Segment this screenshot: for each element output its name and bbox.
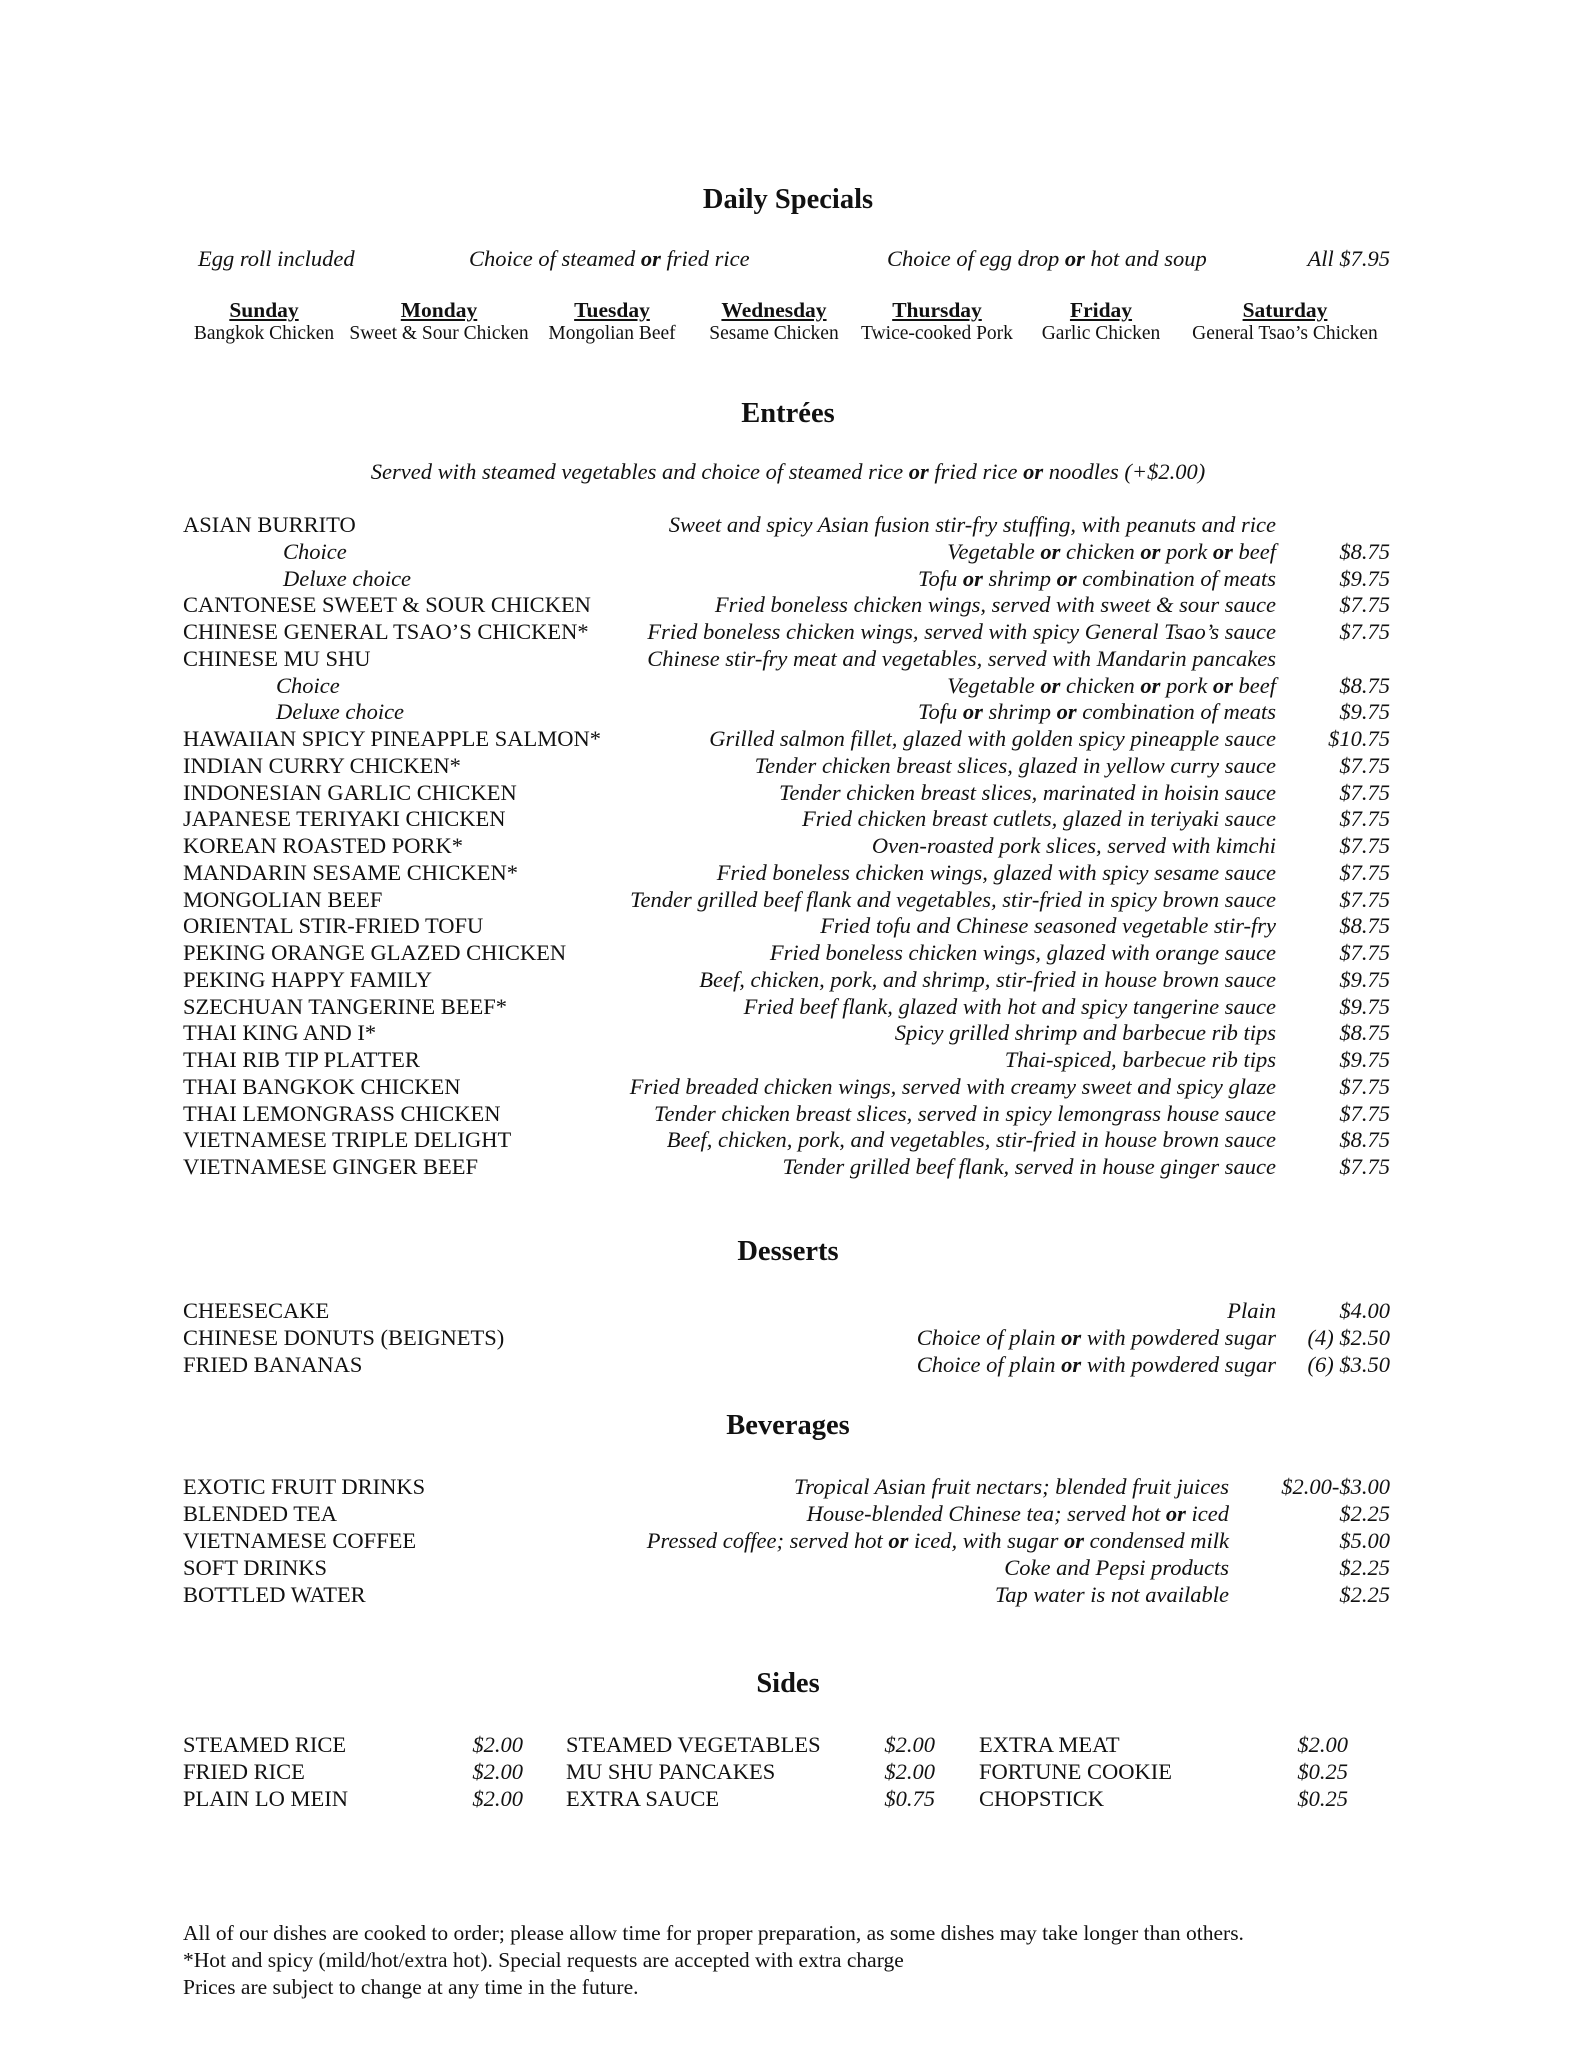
entree-price: $7.75 [1339, 859, 1390, 885]
entree-price: $8.75 [1339, 672, 1390, 698]
side-item-price: $2.00 [472, 1732, 523, 1757]
entree-name: THAI KING AND I* [183, 1020, 377, 1046]
entree-price: $8.75 [1339, 538, 1390, 564]
special-day-name: Saturday [1242, 298, 1328, 322]
entree-price: $8.75 [1339, 1127, 1390, 1153]
entrees-subtitle: Served with steamed vegetables and choice of steamed rice or fried rice or noodles (+$2.00) [370, 459, 1206, 484]
entree-row [0, 1154, 1576, 1181]
beverage-name: BOTTLED WATER [183, 1582, 366, 1607]
entree-row [0, 673, 1576, 700]
specials-price: All $7.95 [1307, 246, 1390, 271]
entree-row [0, 967, 1576, 994]
sides-heading: Sides [756, 1668, 820, 1699]
side-item-price: $2.00 [472, 1759, 523, 1784]
entree-price: $7.75 [1339, 592, 1390, 618]
entree-name: SZECHUAN TANGERINE BEEF* [183, 993, 508, 1019]
desserts-heading: Desserts [737, 1236, 839, 1267]
entree-row [0, 646, 1576, 673]
entree-price: $9.75 [1339, 1047, 1390, 1072]
entree-description: Tofu or shrimp or combination of meats [918, 565, 1276, 591]
entree-price: $7.75 [1339, 1073, 1390, 1099]
entree-name: ASIAN BURRITO [183, 512, 356, 537]
side-item-name: PLAIN LO MEIN [183, 1786, 348, 1811]
dessert-price: $4.00 [1339, 1298, 1390, 1323]
entree-description: Chinese stir-fry meat and vegetables, served with Mandarin pancakes [647, 645, 1276, 671]
beverage-price: $2.25 [1339, 1582, 1390, 1607]
beverage-description: Tap water is not available [994, 1582, 1229, 1607]
footer-note-hot-and-spicy: *Hot and spicy (mild/hot/extra hot). Special requests are accepted with extra charge [183, 1948, 904, 1972]
dessert-description: Plain [1227, 1298, 1276, 1323]
side-item-price: $0.25 [1297, 1786, 1348, 1811]
beverage-description: House-blended Chinese tea; served hot or iced [806, 1501, 1229, 1526]
entree-name: Deluxe choice [283, 565, 412, 591]
entree-name: Choice [276, 672, 340, 698]
entree-price: $8.75 [1339, 1020, 1390, 1046]
entree-name: KOREAN ROASTED PORK* [183, 833, 464, 858]
entree-description: Tofu or shrimp or combination of meats [918, 699, 1276, 725]
beverage-name: EXOTIC FRUIT DRINKS [183, 1474, 426, 1499]
beverage-name: SOFT DRINKS [183, 1555, 327, 1580]
side-item-name: STEAMED VEGETABLES [566, 1732, 821, 1757]
entree-description: Fried chicken breast cutlets, glazed in teriyaki sauce [801, 806, 1276, 832]
side-item-name: FRIED RICE [183, 1759, 305, 1784]
entree-description: Sweet and spicy Asian fusion stir-fry stuffing, with peanuts and rice [668, 512, 1276, 537]
entree-description: Fried boneless chicken wings, glazed with spicy sesame sauce [716, 859, 1276, 885]
special-day-name: Monday [400, 298, 478, 322]
rice-choice-note: Choice of steamed or fried rice [469, 246, 750, 271]
entree-name: PEKING ORANGE GLAZED CHICKEN [183, 940, 567, 965]
side-item-name: FORTUNE COOKIE [979, 1759, 1173, 1784]
dessert-description: Choice of plain or with powdered sugar [916, 1325, 1276, 1350]
entree-price: $7.75 [1339, 1154, 1390, 1179]
entree-row [0, 860, 1576, 887]
beverage-description: Coke and Pepsi products [1004, 1555, 1229, 1580]
special-day-dish: Sesame Chicken [709, 323, 839, 344]
entree-row [0, 1127, 1576, 1154]
beverage-name: BLENDED TEA [183, 1501, 337, 1526]
entree-row [0, 913, 1576, 940]
side-item-name: STEAMED RICE [183, 1732, 347, 1757]
special-day-0 [164, 298, 364, 345]
entree-name: THAI BANGKOK CHICKEN [183, 1073, 461, 1099]
beverage-price: $2.00-$3.00 [1281, 1474, 1390, 1499]
special-day-dish: Twice-cooked Pork [861, 323, 1013, 344]
side-item-price: $0.25 [1297, 1759, 1348, 1784]
beverage-row [0, 1582, 1576, 1609]
entree-row [0, 1047, 1576, 1074]
entree-name: VIETNAMESE GINGER BEEF [183, 1154, 478, 1179]
beverage-description: Pressed coffee; served hot or iced, with sugar or condensed milk [646, 1528, 1229, 1553]
special-day-dish: Sweet & Sour Chicken [349, 323, 529, 344]
footer-note-cooked-to-order: All of our dishes are cooked to order; please allow time for proper preparation, as some dishes may take longer than others. [183, 1921, 1244, 1945]
entree-price: $9.75 [1339, 699, 1390, 725]
side-item-name: CHOPSTICK [979, 1786, 1105, 1811]
entree-description: Fried boneless chicken wings, served with spicy General Tsao’s sauce [647, 619, 1276, 644]
entree-description: Fried tofu and Chinese seasoned vegetable stir-fry [820, 913, 1276, 939]
beverage-row [0, 1474, 1576, 1501]
special-day-name: Sunday [229, 298, 299, 322]
beverage-row [0, 1528, 1576, 1555]
special-day-5 [1001, 298, 1201, 345]
entree-price: $8.75 [1339, 913, 1390, 939]
entree-name: INDIAN CURRY CHICKEN* [183, 752, 461, 778]
entree-description: Fried breaded chicken wings, served with creamy sweet and spicy glaze [629, 1073, 1276, 1099]
entree-name: CANTONESE SWEET & SOUR CHICKEN [183, 592, 591, 618]
special-day-name: Thursday [892, 298, 982, 322]
dessert-name: FRIED BANANAS [183, 1352, 363, 1377]
entree-row [0, 806, 1576, 833]
special-day-1 [339, 298, 539, 345]
beverage-description: Tropical Asian fruit nectars; blended fruit juices [794, 1474, 1229, 1499]
entree-price: $10.75 [1328, 726, 1390, 751]
entree-price: $9.75 [1339, 966, 1390, 992]
entree-row [0, 592, 1576, 619]
side-item-price: $2.00 [884, 1759, 935, 1784]
special-day-6 [1185, 298, 1385, 345]
entree-row [0, 887, 1576, 914]
dessert-row [0, 1298, 1576, 1325]
entree-description: Tender chicken breast slices, glazed in yellow curry sauce [754, 752, 1276, 778]
dessert-name: CHINESE DONUTS (BEIGNETS) [183, 1325, 505, 1350]
entree-description: Vegetable or chicken or pork or beef [947, 672, 1276, 698]
dessert-row [0, 1325, 1576, 1352]
beverages-heading: Beverages [726, 1410, 850, 1441]
entree-name: INDONESIAN GARLIC CHICKEN [183, 779, 517, 805]
entree-description: Beef, chicken, pork, and vegetables, stir-fried in house brown sauce [666, 1127, 1276, 1153]
entree-description: Oven-roasted pork slices, served with kimchi [871, 833, 1276, 858]
entree-row [0, 512, 1576, 539]
side-item-price: $2.00 [1297, 1732, 1348, 1757]
entree-row [0, 833, 1576, 860]
entree-row [0, 753, 1576, 780]
entree-row [0, 1020, 1576, 1047]
entree-description: Tender chicken breast slices, marinated in hoisin sauce [778, 779, 1276, 805]
entree-name: CHINESE MU SHU [183, 645, 371, 671]
beverage-row [0, 1555, 1576, 1582]
entree-row [0, 699, 1576, 726]
entree-row [0, 1101, 1576, 1128]
special-day-dish: Bangkok Chicken [193, 323, 335, 344]
entree-description: Tender chicken breast slices, served in spicy lemongrass house sauce [654, 1100, 1276, 1126]
side-item-name: EXTRA SAUCE [566, 1786, 720, 1811]
side-item-price: $2.00 [884, 1732, 935, 1757]
entree-description: Thai-spiced, barbecue rib tips [1004, 1047, 1276, 1072]
beverage-price: $5.00 [1339, 1528, 1390, 1553]
dessert-price: (4) $2.50 [1307, 1325, 1390, 1350]
entree-name: Deluxe choice [276, 699, 405, 725]
entree-row [0, 566, 1576, 593]
entree-description: Fried beef flank, glazed with hot and spicy tangerine sauce [743, 993, 1276, 1019]
entree-description: Vegetable or chicken or pork or beef [947, 538, 1276, 564]
side-item-name: MU SHU PANCAKES [566, 1759, 776, 1784]
entree-price: $9.75 [1339, 565, 1390, 591]
special-day-dish: Mongolian Beef [548, 323, 676, 344]
entree-description: Fried boneless chicken wings, glazed with orange sauce [769, 940, 1276, 965]
dessert-row [0, 1352, 1576, 1379]
entree-price: $7.75 [1339, 886, 1390, 912]
soup-choice-note: Choice of egg drop or hot and soup [887, 246, 1207, 271]
entree-name: VIETNAMESE TRIPLE DELIGHT [183, 1127, 512, 1153]
daily-specials-heading: Daily Specials [702, 184, 874, 215]
special-day-dish: General Tsao’s Chicken [1192, 323, 1378, 344]
side-item-name: EXTRA MEAT [979, 1732, 1120, 1757]
entree-name: HAWAIIAN SPICY PINEAPPLE SALMON* [183, 726, 602, 751]
special-day-name: Friday [1069, 298, 1133, 322]
entree-price: $7.75 [1339, 833, 1390, 858]
entree-row [0, 619, 1576, 646]
entree-description: Fried boneless chicken wings, served with sweet & sour sauce [714, 592, 1276, 618]
entree-name: PEKING HAPPY FAMILY [183, 966, 433, 992]
entree-price: $7.75 [1339, 619, 1390, 644]
entree-name: MANDARIN SESAME CHICKEN* [183, 859, 519, 885]
entree-row [0, 994, 1576, 1021]
special-day-name: Wednesday [721, 298, 827, 322]
footer-note-prices: Prices are subject to change at any time in the future. [183, 1975, 639, 1999]
entree-price: $7.75 [1339, 752, 1390, 778]
entree-name: THAI LEMONGRASS CHICKEN [183, 1100, 501, 1126]
entree-description: Grilled salmon fillet, glazed with golden spicy pineapple sauce [709, 726, 1276, 751]
beverage-row [0, 1501, 1576, 1528]
entrees-heading: Entrées [741, 398, 835, 429]
special-day-dish: Garlic Chicken [1041, 323, 1161, 344]
side-item-price: $0.75 [884, 1786, 935, 1811]
entree-price: $7.75 [1339, 806, 1390, 832]
entree-price: $7.75 [1339, 940, 1390, 965]
special-day-name: Tuesday [574, 298, 650, 322]
entree-price: $7.75 [1339, 1100, 1390, 1126]
entree-name: MONGOLIAN BEEF [183, 886, 383, 912]
entree-name: THAI RIB TIP PLATTER [183, 1047, 420, 1072]
entree-row [0, 780, 1576, 807]
entree-row [0, 1074, 1576, 1101]
entree-name: ORIENTAL STIR-FRIED TOFU [183, 913, 484, 939]
entree-name: Choice [283, 538, 347, 564]
egg-roll-note: Egg roll included [198, 246, 355, 271]
entree-description: Tender grilled beef flank and vegetables, stir-fried in spicy brown sauce [630, 886, 1276, 912]
beverage-name: VIETNAMESE COFFEE [183, 1528, 417, 1553]
entree-row [0, 940, 1576, 967]
entree-description: Beef, chicken, pork, and shrimp, stir-fried in house brown sauce [699, 966, 1276, 992]
entree-description: Spicy grilled shrimp and barbecue rib tips [894, 1020, 1276, 1046]
side-item-price: $2.00 [472, 1786, 523, 1811]
beverage-price: $2.25 [1339, 1501, 1390, 1526]
entree-name: CHINESE GENERAL TSAO’S CHICKEN* [183, 619, 589, 644]
dessert-name: CHEESECAKE [183, 1298, 330, 1323]
entree-price: $7.75 [1339, 779, 1390, 805]
dessert-description: Choice of plain or with powdered sugar [916, 1352, 1276, 1377]
dessert-price: (6) $3.50 [1307, 1352, 1390, 1377]
beverage-price: $2.25 [1339, 1555, 1390, 1580]
entree-row [0, 726, 1576, 753]
entree-row [0, 539, 1576, 566]
entree-price: $9.75 [1339, 993, 1390, 1019]
entree-description: Tender grilled beef flank, served in house ginger sauce [782, 1154, 1276, 1179]
entree-name: JAPANESE TERIYAKI CHICKEN [183, 806, 506, 832]
